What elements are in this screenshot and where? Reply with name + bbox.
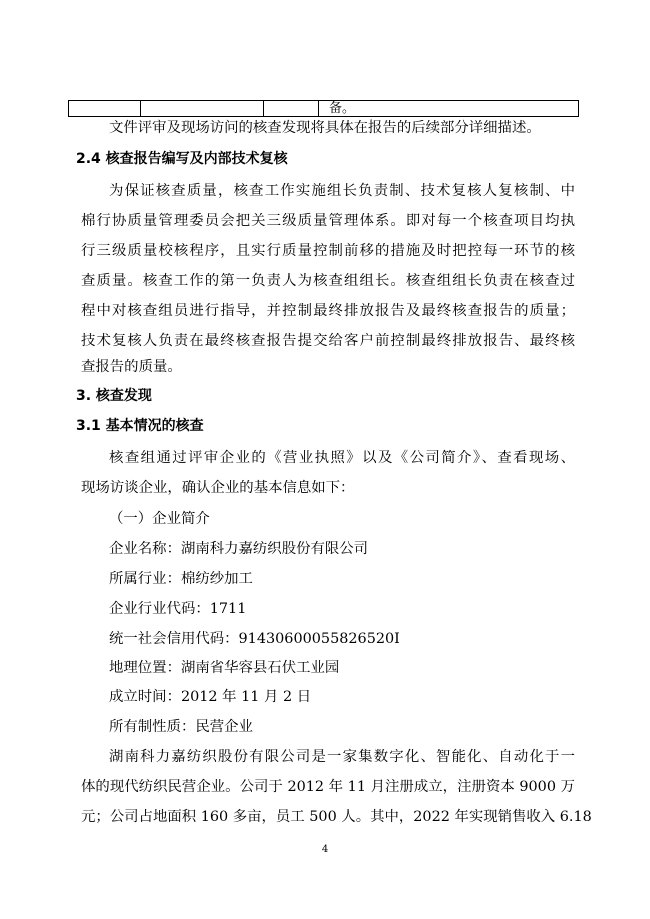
table-cell: 备。: [319, 101, 579, 117]
section-heading-3: 3. 核查发现: [76, 388, 152, 404]
paragraph-line: 体的现代纺织民营企业。公司于 2012 年 11 月注册成立，注册资本 9000 万: [81, 779, 575, 795]
paragraph-line: 湖南科力嘉纺织股份有限公司是一家集数字化、智能化、自动化于一: [109, 749, 575, 765]
section-heading-2-4: 2.4 核查报告编写及内部技术复核: [76, 151, 288, 167]
page-number: 4: [321, 844, 329, 855]
paragraph-line: 技术复核人负责在最终核查报告提交给客户前控制最终排放报告、最终核: [81, 333, 575, 349]
paragraph-line: 元；公司占地面积 160 多亩，员工 500 人。其中，2022 年实现销售收入 6.18: [81, 809, 592, 825]
table-fragment: [68, 100, 579, 117]
paragraph-line: 棉行协质量管理委员会把关三级质量管理体系。即对每一个核查项目均执: [81, 213, 575, 229]
paragraph-doc-review: 文件评审及现场访问的核查发现将具体在报告的后续部分详细描述。: [109, 120, 541, 136]
section-heading-3-1: 3.1 基本情况的核查: [76, 418, 204, 434]
profile-field: 企业行业代码：1711: [109, 601, 247, 617]
table-cell: [69, 101, 141, 117]
profile-field: 成立时间：2012 年 11 月 2 日: [109, 689, 312, 705]
profile-field: 所属行业：棉纺纱加工: [109, 571, 253, 587]
paragraph-line: 现场访谈企业，确认企业的基本信息如下：: [81, 480, 355, 496]
subsection-title: （一）企业简介: [109, 511, 210, 527]
profile-field: 地理位置：湖南省华容县石伏工业园: [109, 660, 340, 676]
profile-field: 企业名称：湖南科力嘉纺织股份有限公司: [109, 541, 369, 557]
paragraph-line: 行三级质量校核程序，且实行质量控制前移的措施及时把控每一环节的核: [81, 243, 575, 259]
profile-field: 所有制性质：民营企业: [109, 719, 253, 735]
paragraph-line: 核查组通过评审企业的《营业执照》以及《公司简介》、查看现场、: [109, 450, 575, 466]
paragraph-line: 为保证核查质量，核查工作实施组长负责制、技术复核人复核制、中: [109, 183, 575, 199]
table-cell: [264, 101, 319, 117]
paragraph-line: 查质量。核查工作的第一负责人为核查组组长。核查组组长负责在核查过: [81, 273, 575, 289]
table-row: [69, 101, 579, 117]
paragraph-line: 查报告的质量。: [81, 359, 182, 375]
paragraph-line: 程中对核查组员进行指导，并控制最终排放报告及最终核查报告的质量；: [81, 303, 575, 319]
profile-field: 统一社会信用代码：91430600055826520I: [109, 631, 400, 647]
table-cell: [141, 101, 264, 117]
